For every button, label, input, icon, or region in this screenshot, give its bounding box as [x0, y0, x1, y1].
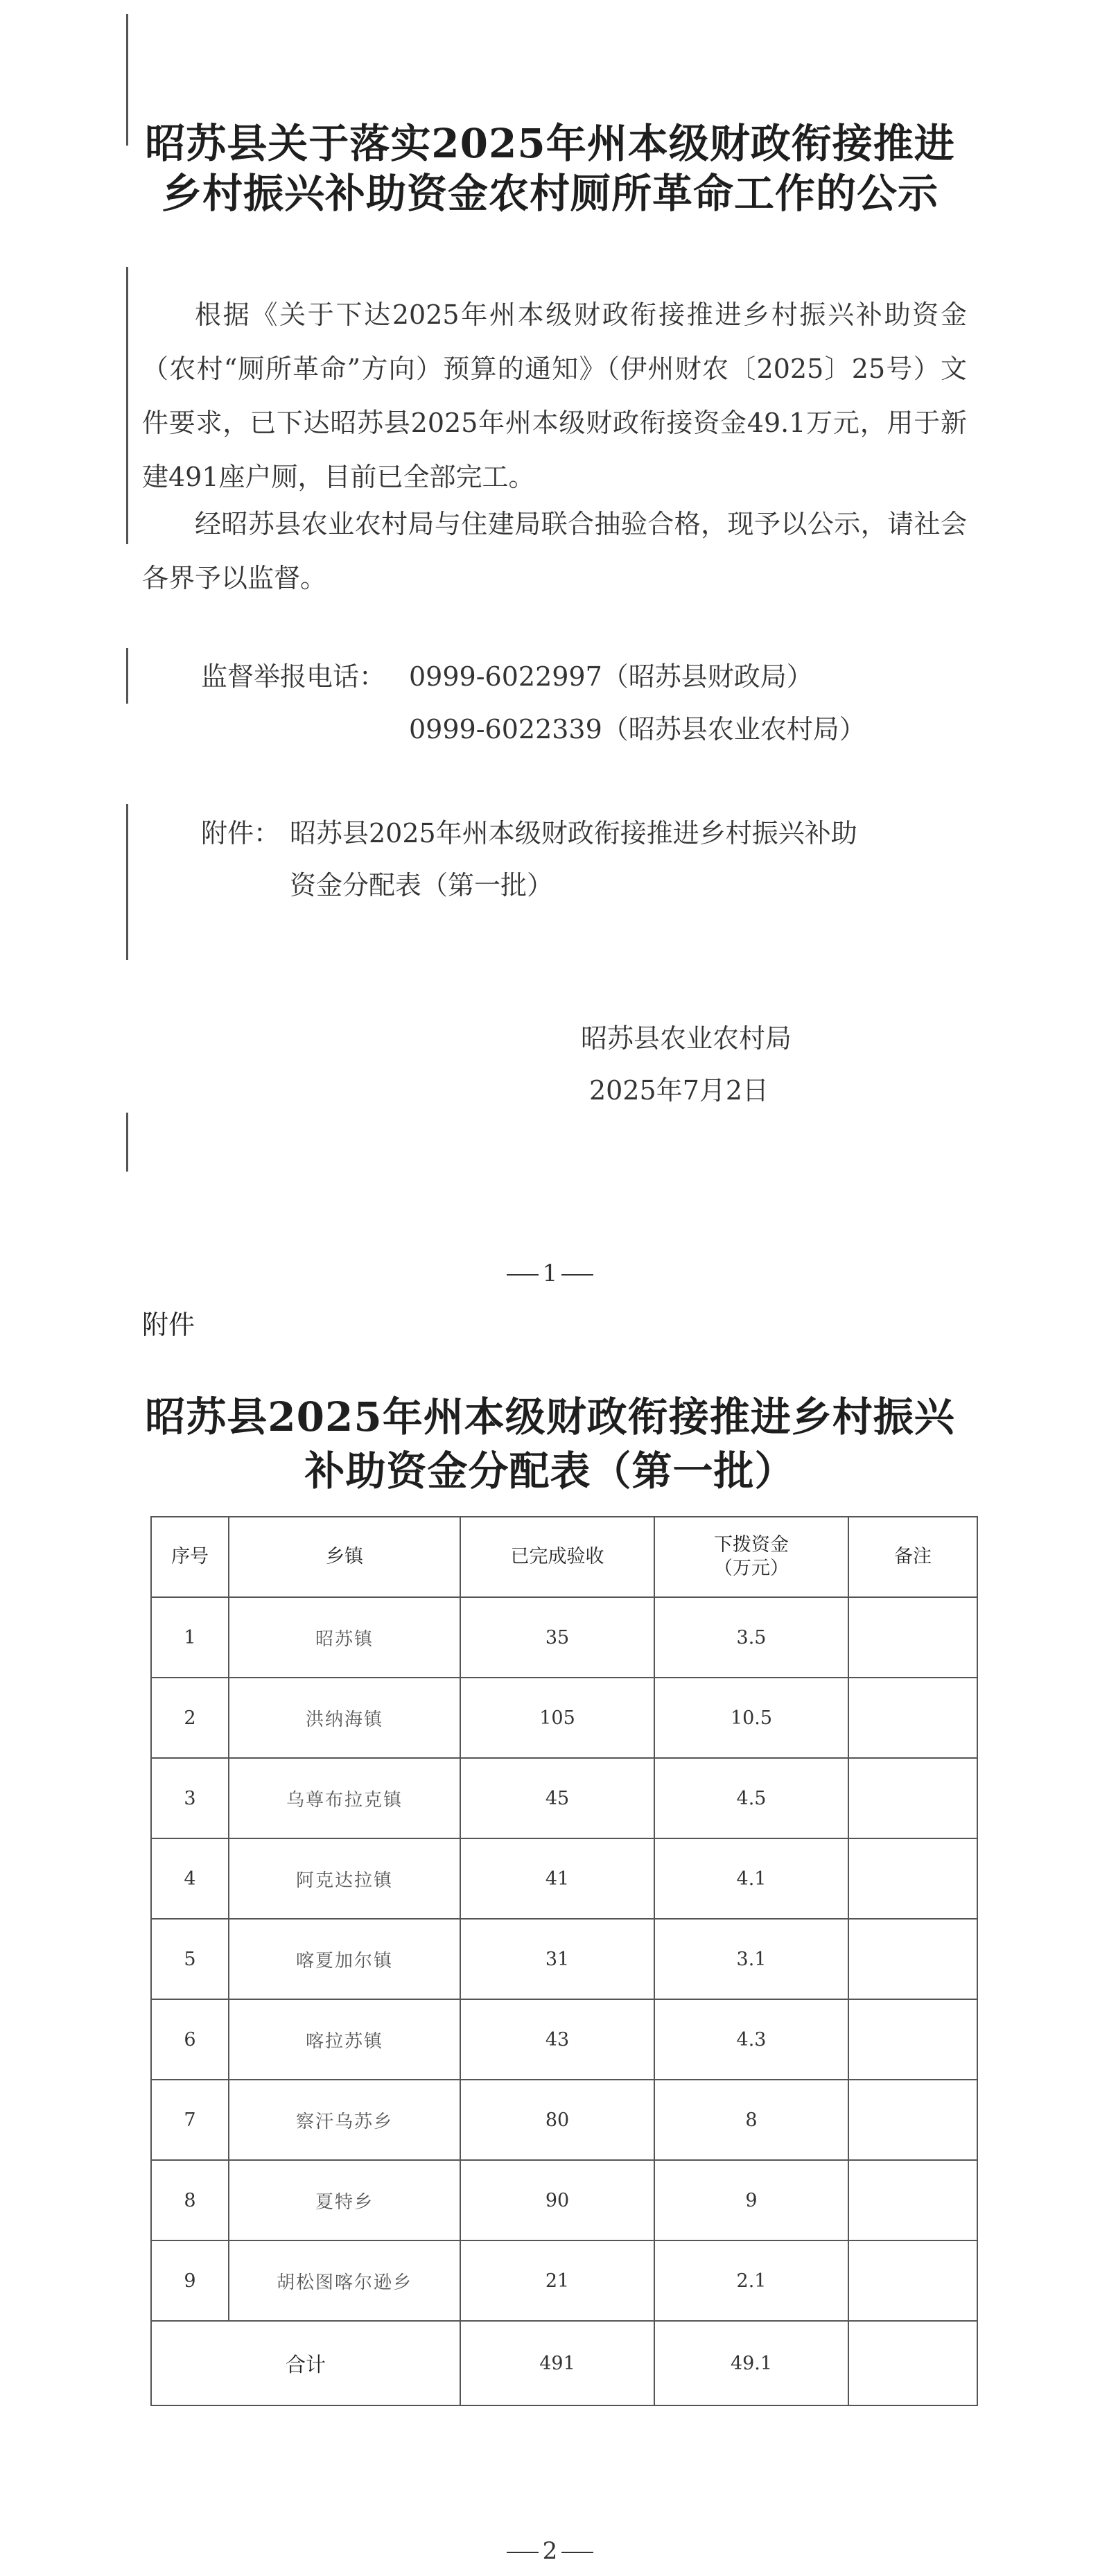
table-row [151, 2160, 977, 2240]
cell-funds: 4.1 [654, 1838, 848, 1919]
cell-town: 乌尊布拉克镇 [229, 1758, 460, 1838]
header-remark: 备注 [848, 1517, 977, 1597]
notice-paragraph-2: 经昭苏县农业农村局与住建局联合抽验合格，现予以公示，请社会各界予以监督。 [142, 509, 967, 593]
binding-mark [126, 1113, 128, 1172]
table-row [151, 2240, 977, 2321]
table-row [151, 1919, 977, 1999]
cell-serial-no: 2 [151, 1678, 229, 1758]
cell-serial-no: 1 [151, 1597, 229, 1678]
table-title-line1: 昭苏县2025年州本级财政衔接推进乡村振兴 [145, 1393, 955, 1441]
cell-remark [848, 1919, 977, 1999]
notice-paragraph-1: 根据《关于下达2025年州本级财政衔接推进乡村振兴补助资金（农村“厕所革命”方向）预算的通知》（伊州财农〔2025〕25号）文件要求，已下达昭苏县2025年州本级财政衔接资金49.1万元，用于新建491座户厕，目前已全部完工。 [142, 299, 967, 492]
table-row [151, 1758, 977, 1838]
cell-remark [848, 2160, 977, 2240]
signature-date: 2025年7月2日 [589, 1075, 769, 1106]
binding-mark [126, 267, 128, 544]
cell-remark [848, 1758, 977, 1838]
cell-town: 阿克达拉镇 [229, 1838, 460, 1919]
attachment-label: 附件： [201, 818, 281, 848]
cell-accepted: 35 [460, 1597, 654, 1678]
signature-organization: 昭苏县农业农村局 [581, 1023, 792, 1054]
table-row [151, 2080, 977, 2160]
table-title-line2: 补助资金分配表（第一批） [304, 1447, 796, 1495]
allocation-table [150, 1516, 978, 2406]
cell-funds: 3.1 [654, 1919, 848, 1999]
hotline-agriculture-bureau: 0999-6022339（昭苏县农业农村局） [409, 714, 866, 745]
cell-town: 喀夏加尔镇 [229, 1919, 460, 1999]
header-funds-line1: 下拨资金 [714, 1534, 789, 1556]
cell-accepted: 45 [460, 1758, 654, 1838]
cell-accepted: 90 [460, 2160, 654, 2240]
cell-serial-no: 7 [151, 2080, 229, 2160]
table-row [151, 1678, 977, 1758]
cell-town: 察汗乌苏乡 [229, 2080, 460, 2160]
cell-town: 夏特乡 [229, 2160, 460, 2240]
cell-accepted: 21 [460, 2240, 654, 2321]
cell-serial-no: 4 [151, 1838, 229, 1919]
cell-total-remark [848, 2321, 977, 2405]
cell-remark [848, 1678, 977, 1758]
cell-serial-no: 8 [151, 2160, 229, 2240]
binding-mark [126, 648, 128, 704]
hotline-finance-bureau: 0999-6022997（昭苏县财政局） [409, 661, 813, 692]
cell-remark [848, 2080, 977, 2160]
notice-title-line1: 昭苏县关于落实2025年州本级财政衔接推进 [145, 120, 955, 167]
table-header-row [151, 1517, 977, 1597]
cell-total-accepted: 491 [460, 2321, 654, 2405]
table-row [151, 1597, 977, 1678]
notice-title-line2: 乡村振兴补助资金农村厕所革命工作的公示 [161, 170, 939, 217]
header-funds [654, 1517, 848, 1597]
table-row [151, 1999, 977, 2080]
cell-accepted: 80 [460, 2080, 654, 2160]
cell-remark [848, 2240, 977, 2321]
header-town: 乡镇 [229, 1517, 460, 1597]
attachment-title-line2: 资金分配表（第一批） [290, 870, 554, 900]
cell-accepted: 31 [460, 1919, 654, 1999]
cell-town: 昭苏镇 [229, 1597, 460, 1678]
cell-funds: 4.5 [654, 1758, 848, 1838]
cell-serial-no: 5 [151, 1919, 229, 1999]
cell-total-label: 合计 [151, 2321, 460, 2405]
cell-town: 洪纳海镇 [229, 1678, 460, 1758]
table-total-row [151, 2321, 977, 2405]
cell-remark [848, 1999, 977, 2080]
binding-mark [126, 804, 128, 960]
cell-serial-no: 9 [151, 2240, 229, 2321]
page-number-2: 2 [0, 2537, 1100, 2565]
attachment-heading: 附件 [142, 1309, 195, 1340]
header-serial-no: 序号 [151, 1517, 229, 1597]
cell-remark [848, 1838, 977, 1919]
cell-remark [848, 1597, 977, 1678]
header-accepted: 已完成验收 [460, 1517, 654, 1597]
cell-funds: 3.5 [654, 1597, 848, 1678]
cell-total-funds: 49.1 [654, 2321, 848, 2405]
cell-serial-no: 6 [151, 1999, 229, 2080]
cell-town: 喀拉苏镇 [229, 1999, 460, 2080]
attachment-title-line1: 昭苏县2025年州本级财政衔接推进乡村振兴补助 [290, 818, 857, 848]
cell-accepted: 43 [460, 1999, 654, 2080]
cell-funds: 9 [654, 2160, 848, 2240]
hotline-label: 监督举报电话： [201, 661, 386, 692]
cell-town: 胡松图喀尔逊乡 [229, 2240, 460, 2321]
page-number-1: 1 [0, 1260, 1100, 1287]
table-row [151, 1838, 977, 1919]
cell-accepted: 105 [460, 1678, 654, 1758]
header-funds-line2: （万元） [714, 1558, 789, 1579]
cell-accepted: 41 [460, 1838, 654, 1919]
cell-serial-no: 3 [151, 1758, 229, 1838]
cell-funds: 10.5 [654, 1678, 848, 1758]
cell-funds: 4.3 [654, 1999, 848, 2080]
cell-funds: 8 [654, 2080, 848, 2160]
cell-funds: 2.1 [654, 2240, 848, 2321]
